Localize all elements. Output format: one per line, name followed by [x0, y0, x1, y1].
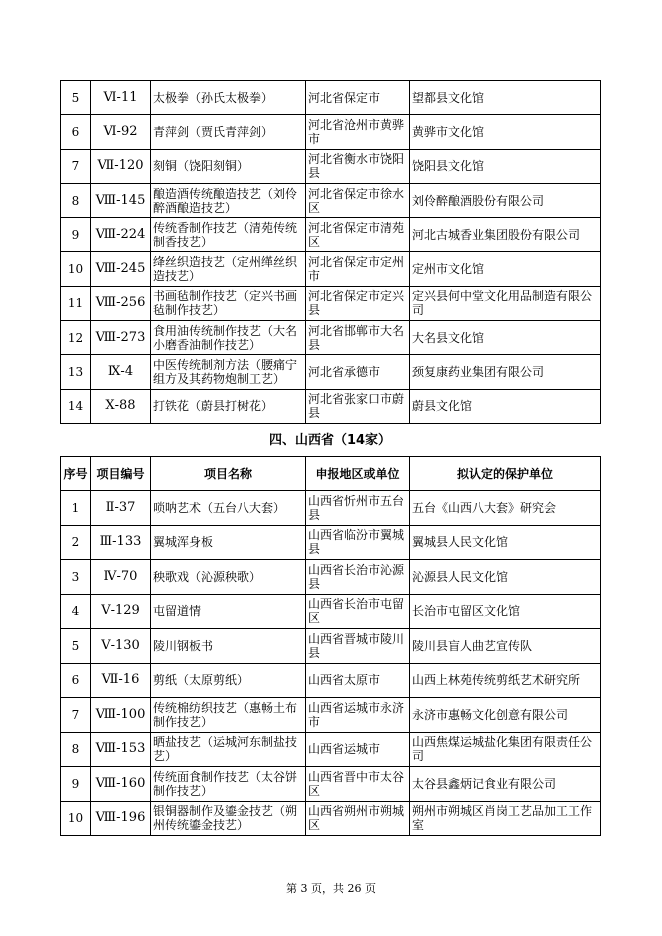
table-row [61, 149, 601, 183]
header-name: 项目名称 [151, 457, 306, 491]
cell-code: Ⅴ-129 [91, 594, 151, 629]
table-row [61, 698, 601, 733]
cell-name: 书画毡制作技艺（定兴书画毡制作技艺） [151, 286, 306, 320]
cell-unit: 黄骅市文化馆 [410, 115, 601, 149]
cell-code: Ⅵ-92 [91, 115, 151, 149]
cell-no: 5 [61, 81, 91, 115]
cell-name: 酿造酒传统酿造技艺（刘伶醉酒酿造技艺） [151, 183, 306, 217]
cell-unit: 河北古城香业集团股份有限公司 [410, 218, 601, 252]
cell-no: 10 [61, 252, 91, 286]
cell-code: Ⅶ-120 [91, 149, 151, 183]
cell-region: 山西省运城市永济市 [306, 698, 410, 733]
cell-name: 传统香制作技艺（清苑传统制香技艺） [151, 218, 306, 252]
cell-unit: 陵川县盲人曲艺宣传队 [410, 629, 601, 664]
cell-code: Ⅷ-100 [91, 698, 151, 733]
cell-code: Ⅷ-160 [91, 767, 151, 802]
cell-code: Ⅷ-273 [91, 321, 151, 355]
cell-code: Ⅸ-4 [91, 355, 151, 389]
header-unit: 拟认定的保护单位 [410, 457, 601, 491]
cell-code: Ⅷ-245 [91, 252, 151, 286]
cell-code: Ⅲ-133 [91, 525, 151, 560]
cell-unit: 望都县文化馆 [410, 81, 601, 115]
table-row [61, 389, 601, 423]
cell-region: 河北省保定市清苑区 [306, 218, 410, 252]
heritage-table-shanxi [60, 456, 601, 836]
cell-name: 翼城浑身板 [151, 525, 306, 560]
cell-name: 青萍剑（贾氏青萍剑） [151, 115, 306, 149]
cell-unit: 刘伶醉酿酒股份有限公司 [410, 183, 601, 217]
cell-region: 山西省朔州市朔城区 [306, 801, 410, 836]
cell-code: Ⅵ-11 [91, 81, 151, 115]
cell-no: 1 [61, 491, 91, 526]
cell-region: 山西省太原市 [306, 663, 410, 698]
cell-unit: 山西焦煤运城盐化集团有限责任公司 [410, 732, 601, 767]
cell-name: 屯留道情 [151, 594, 306, 629]
heritage-table-hebei-continued [60, 80, 601, 424]
cell-region: 河北省衡水市饶阳县 [306, 149, 410, 183]
cell-code: Ⅷ-145 [91, 183, 151, 217]
cell-no: 7 [61, 698, 91, 733]
cell-name: 陵川钢板书 [151, 629, 306, 664]
cell-no: 3 [61, 560, 91, 595]
cell-unit: 蔚县文化馆 [410, 389, 601, 423]
table-row [61, 286, 601, 320]
cell-name: 剪纸（太原剪纸） [151, 663, 306, 698]
cell-region: 山西省长治市沁源县 [306, 560, 410, 595]
header-no: 序号 [61, 457, 91, 491]
section-title-shanxi: 四、山西省（14家） [268, 433, 392, 448]
cell-unit: 饶阳县文化馆 [410, 149, 601, 183]
table-row [61, 663, 601, 698]
cell-code: Ⅶ-16 [91, 663, 151, 698]
cell-name: 传统棉纺织技艺（惠畅土布制作技艺） [151, 698, 306, 733]
cell-unit: 定州市文化馆 [410, 252, 601, 286]
table-row [61, 801, 601, 836]
cell-no: 11 [61, 286, 91, 320]
cell-no: 9 [61, 767, 91, 802]
cell-unit: 朔州市朔城区肖岗工艺品加工工作室 [410, 801, 601, 836]
cell-no: 13 [61, 355, 91, 389]
cell-name: 唢呐艺术（五台八大套） [151, 491, 306, 526]
cell-region: 河北省沧州市黄骅市 [306, 115, 410, 149]
table-row [61, 525, 601, 560]
cell-name: 中医传统制剂方法（腰痛宁组方及其药物炮制工艺） [151, 355, 306, 389]
cell-name: 打铁花（蔚县打树花） [151, 389, 306, 423]
cell-unit: 永济市惠畅文化创意有限公司 [410, 698, 601, 733]
cell-region: 河北省保定市 [306, 81, 410, 115]
cell-unit: 颈复康药业集团有限公司 [410, 355, 601, 389]
cell-code: Ⅱ-37 [91, 491, 151, 526]
table-row [61, 183, 601, 217]
cell-no: 5 [61, 629, 91, 664]
cell-region: 山西省晋城市陵川县 [306, 629, 410, 664]
cell-unit: 五台《山西八大套》研究会 [410, 491, 601, 526]
cell-unit: 翼城县人民文化馆 [410, 525, 601, 560]
cell-name: 绛丝织造技艺（定州缂丝织造技艺） [151, 252, 306, 286]
cell-unit: 太谷县鑫炳记食业有限公司 [410, 767, 601, 802]
table-row [61, 355, 601, 389]
cell-region: 山西省晋中市太谷区 [306, 767, 410, 802]
table-row [61, 767, 601, 802]
table-body [61, 81, 601, 424]
cell-no: 7 [61, 149, 91, 183]
cell-code: Ⅴ-130 [91, 629, 151, 664]
cell-unit: 长治市屯留区文化馆 [410, 594, 601, 629]
cell-unit: 山西上林苑传统剪纸艺术研究所 [410, 663, 601, 698]
table-row [61, 594, 601, 629]
table-row [61, 732, 601, 767]
table-row [61, 560, 601, 595]
cell-name: 食用油传统制作技艺（大名小磨香油制作技艺） [151, 321, 306, 355]
cell-name: 太极拳（孙氏太极拳） [151, 81, 306, 115]
table-header-row [61, 457, 601, 491]
header-code: 项目编号 [91, 457, 151, 491]
cell-unit: 大名县文化馆 [410, 321, 601, 355]
cell-code: Ⅹ-88 [91, 389, 151, 423]
cell-region: 河北省承德市 [306, 355, 410, 389]
cell-code: Ⅷ-196 [91, 801, 151, 836]
cell-no: 2 [61, 525, 91, 560]
table-row [61, 321, 601, 355]
cell-region: 河北省张家口市蔚县 [306, 389, 410, 423]
table-row [61, 252, 601, 286]
page-number: 第 3 页，共 26 页 [286, 882, 376, 895]
cell-no: 10 [61, 801, 91, 836]
cell-name: 银铜器制作及鎏金技艺（朔州传统鎏金技艺） [151, 801, 306, 836]
cell-unit: 定兴县何中堂文化用品制造有限公司 [410, 286, 601, 320]
cell-region: 河北省保定市定兴县 [306, 286, 410, 320]
cell-name: 刻铜（饶阳刻铜） [151, 149, 306, 183]
cell-region: 河北省保定市定州市 [306, 252, 410, 286]
cell-no: 4 [61, 594, 91, 629]
cell-code: Ⅳ-70 [91, 560, 151, 595]
cell-no: 8 [61, 183, 91, 217]
table-row [61, 491, 601, 526]
cell-name: 传统面食制作技艺（太谷饼制作技艺） [151, 767, 306, 802]
cell-region: 山西省忻州市五台县 [306, 491, 410, 526]
table-body [61, 491, 601, 836]
cell-unit: 沁源县人民文化馆 [410, 560, 601, 595]
cell-no: 9 [61, 218, 91, 252]
cell-region: 山西省长治市屯留区 [306, 594, 410, 629]
cell-code: Ⅷ-256 [91, 286, 151, 320]
cell-region: 山西省临汾市翼城县 [306, 525, 410, 560]
cell-code: Ⅷ-153 [91, 732, 151, 767]
cell-region: 山西省运城市 [306, 732, 410, 767]
header-region: 申报地区或单位 [306, 457, 410, 491]
cell-region: 河北省保定市徐水区 [306, 183, 410, 217]
cell-no: 8 [61, 732, 91, 767]
cell-no: 12 [61, 321, 91, 355]
table-row [61, 81, 601, 115]
cell-name: 晒盐技艺（运城河东制盐技艺） [151, 732, 306, 767]
cell-region: 河北省邯郸市大名县 [306, 321, 410, 355]
cell-no: 14 [61, 389, 91, 423]
cell-name: 秧歌戏（沁源秧歌） [151, 560, 306, 595]
table-row [61, 218, 601, 252]
table-row [61, 629, 601, 664]
table-row [61, 115, 601, 149]
cell-no: 6 [61, 663, 91, 698]
cell-no: 6 [61, 115, 91, 149]
cell-code: Ⅷ-224 [91, 218, 151, 252]
